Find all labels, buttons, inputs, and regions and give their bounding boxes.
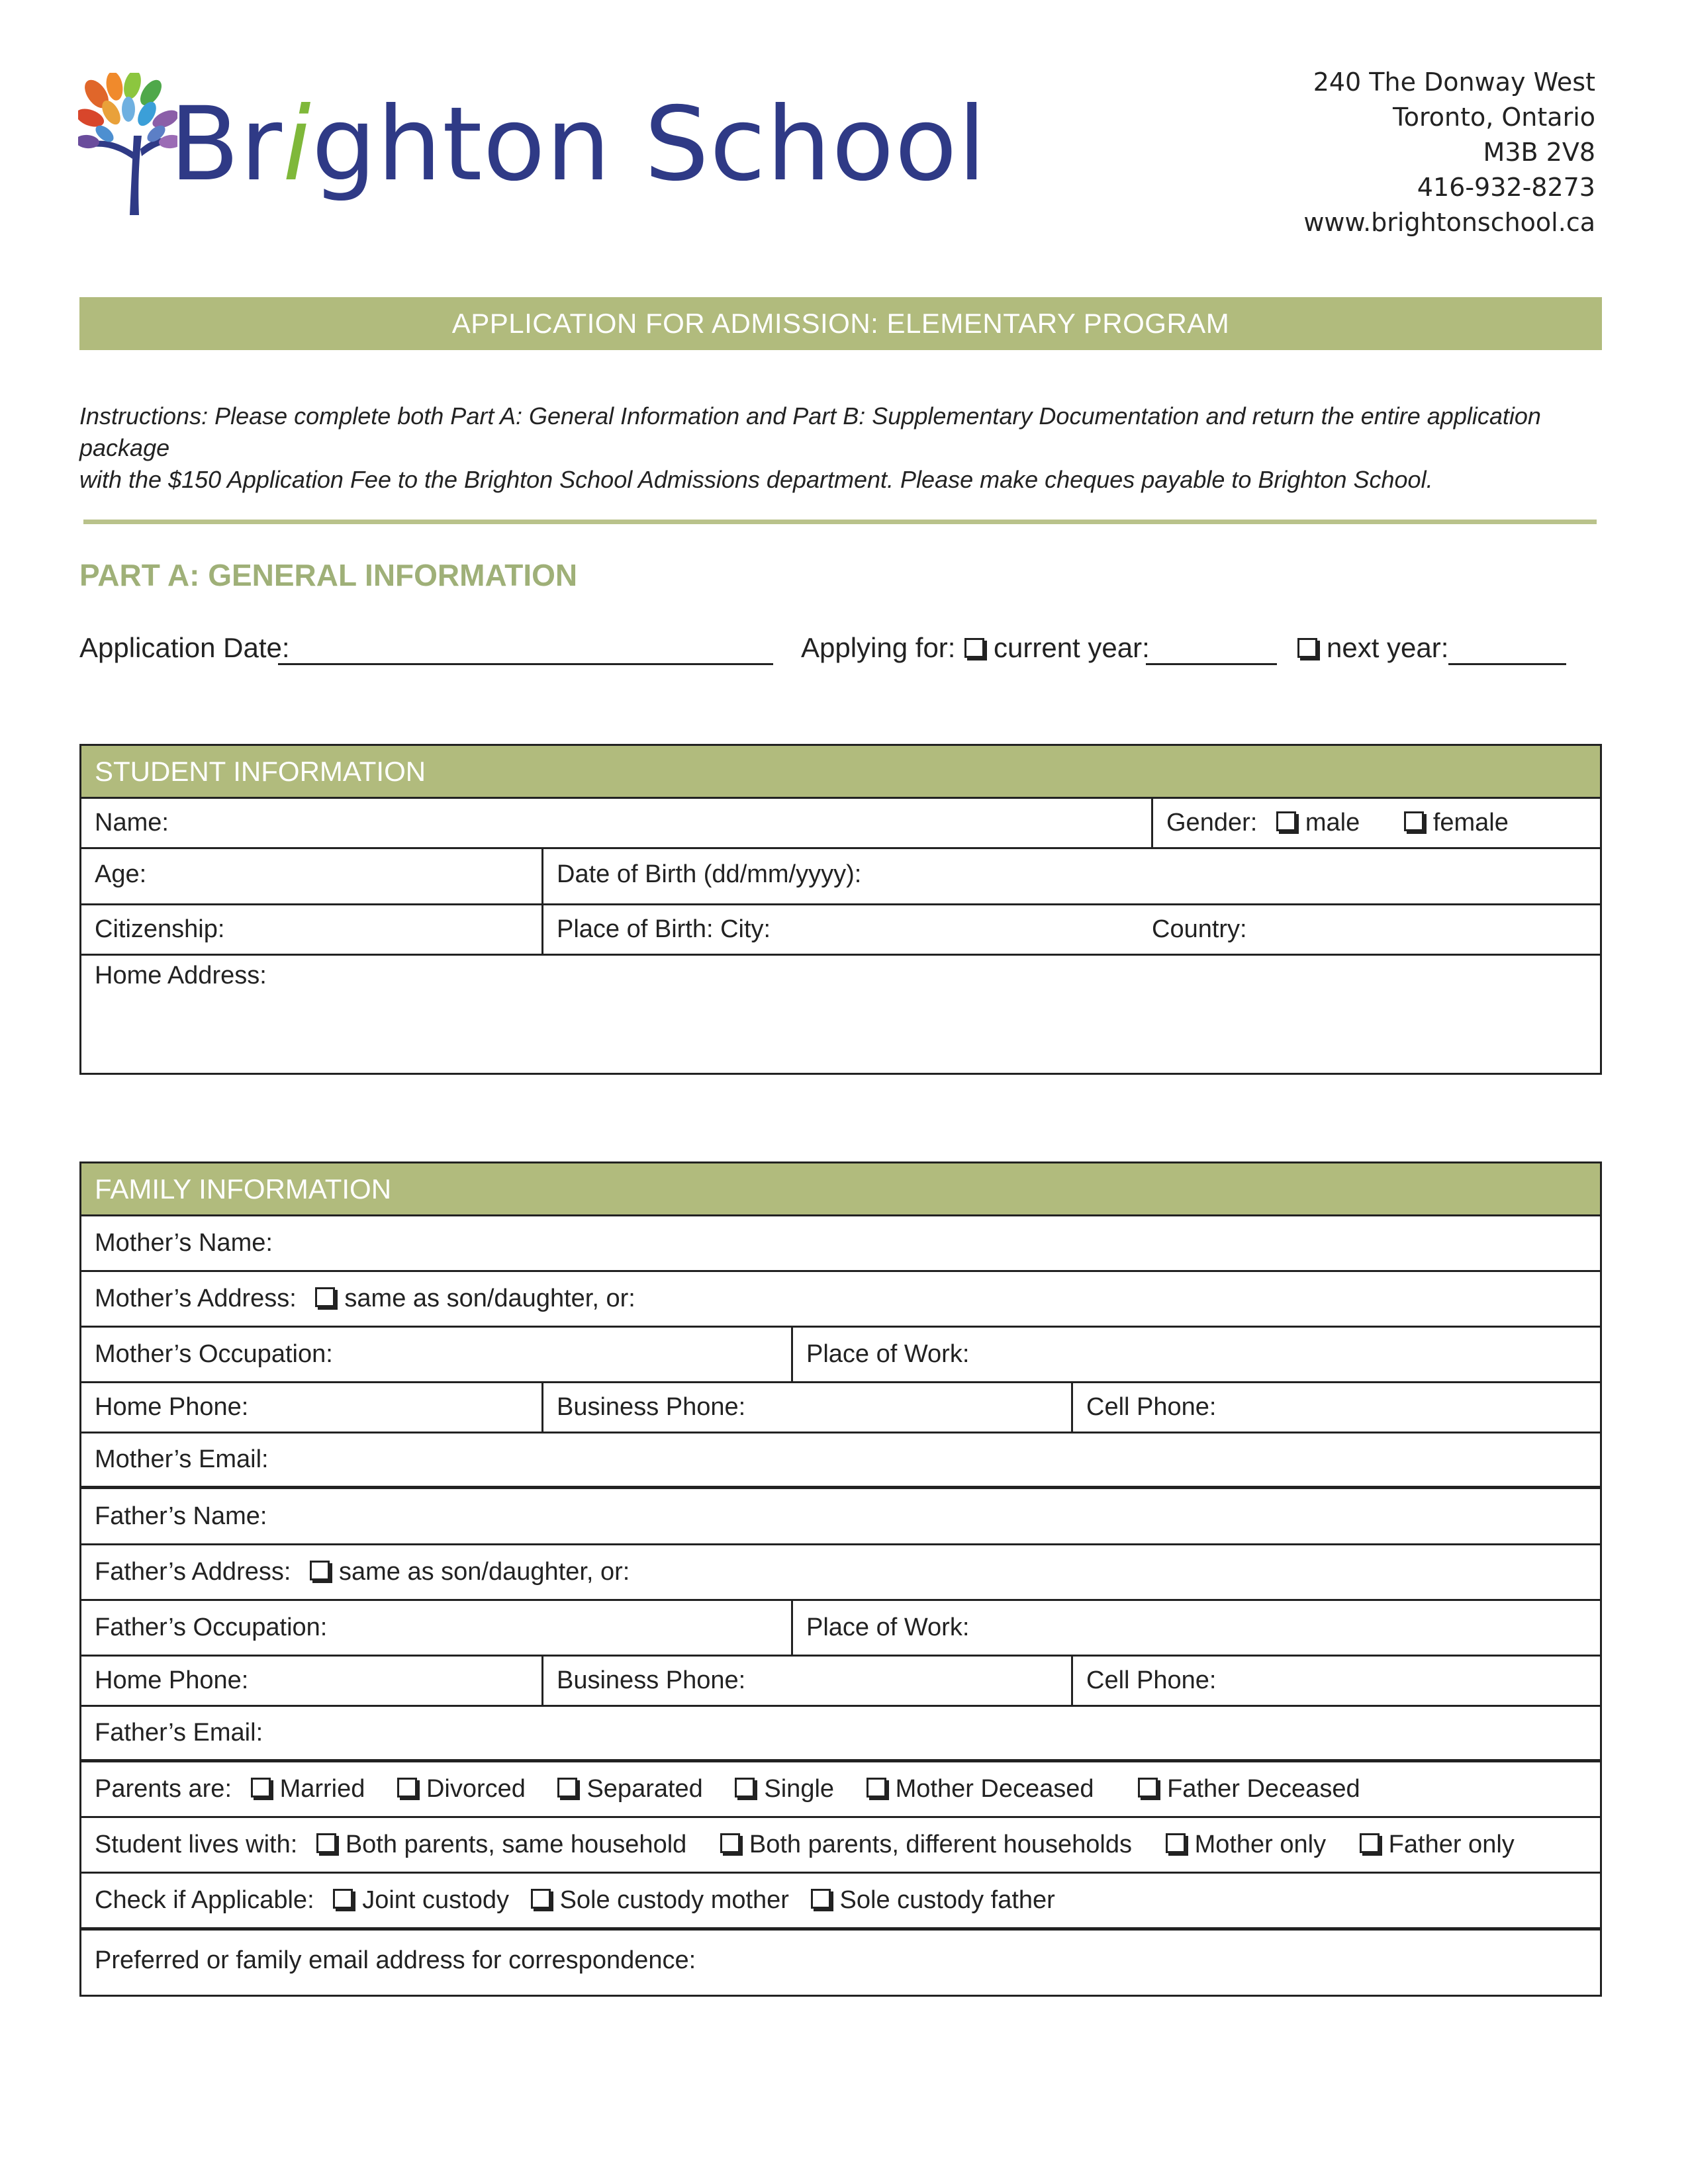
same-address-label: same as son/daughter, or:	[338, 1558, 630, 1586]
same-address-label: same as son/daughter, or:	[344, 1285, 635, 1312]
mothers-place-of-work-field[interactable]	[791, 1328, 1600, 1381]
preferred-email-field[interactable]	[81, 1931, 1600, 1995]
fathers-address-field[interactable]	[81, 1545, 1600, 1599]
sole-father-label: Sole custody father	[839, 1886, 1055, 1914]
sole-mother-label: Sole custody mother	[559, 1886, 789, 1914]
mothers-email-field[interactable]	[81, 1433, 1600, 1486]
student-information-header: STUDENT INFORMATION	[81, 746, 1600, 799]
single-checkbox[interactable]	[735, 1778, 755, 1797]
lives-with-row	[81, 1818, 1600, 1874]
student-information-table	[79, 744, 1602, 1075]
student-name-row	[81, 799, 1600, 849]
birth-country-label: Country:	[1152, 915, 1247, 943]
website-url: www.brightonschool.ca	[1303, 208, 1595, 237]
joint-custody-label: Joint custody	[362, 1886, 509, 1914]
phone-number: 416-932-8273	[1417, 173, 1595, 202]
birth-city-field[interactable]	[541, 905, 1139, 954]
mothers-occupation-row	[81, 1328, 1600, 1383]
both-different-label: Both parents, different households	[749, 1831, 1132, 1858]
mothers-phone-row	[81, 1383, 1600, 1433]
fathers-name-row	[81, 1489, 1600, 1545]
cell-phone-label: Cell Phone:	[1086, 1666, 1217, 1694]
lives-with-label: Student lives with:	[95, 1831, 298, 1858]
mothers-name-label: Mother’s Name:	[95, 1229, 273, 1257]
fathers-place-of-work-field[interactable]	[791, 1601, 1600, 1655]
dob-field[interactable]	[541, 849, 1600, 903]
citizenship-row	[81, 905, 1600, 956]
father-only-checkbox[interactable]	[1360, 1833, 1380, 1853]
citizenship-field[interactable]	[81, 905, 541, 954]
fathers-cell-phone-field[interactable]	[1071, 1657, 1600, 1705]
sole-mother-checkbox[interactable]	[531, 1889, 551, 1909]
mothers-same-address-checkbox[interactable]	[315, 1287, 335, 1307]
fathers-same-address-option	[310, 1545, 630, 1599]
separated-option	[557, 1762, 702, 1816]
mothers-home-phone-field[interactable]	[81, 1383, 541, 1432]
instructions	[79, 400, 1609, 496]
mothers-business-phone-field[interactable]	[541, 1383, 1071, 1432]
birth-city-label: Place of Birth: City:	[557, 915, 771, 943]
joint-custody-option	[333, 1874, 509, 1927]
mothers-same-address-option	[315, 1272, 635, 1326]
next-year-label: next year:	[1327, 632, 1449, 663]
female-label: female	[1432, 809, 1509, 837]
divider	[83, 520, 1597, 524]
school-address	[1303, 65, 1595, 240]
business-phone-label: Business Phone:	[557, 1393, 746, 1421]
mother-deceased-checkbox[interactable]	[867, 1778, 886, 1797]
preferred-email-label: Preferred or family email address for correspondence:	[95, 1946, 696, 1974]
home-address-row	[81, 956, 1600, 1073]
single-label: Single	[764, 1775, 835, 1803]
mother-only-checkbox[interactable]	[1166, 1833, 1186, 1853]
mother-deceased-label: Mother Deceased	[895, 1775, 1094, 1803]
school-logo	[78, 66, 987, 225]
citizenship-label: Citizenship:	[95, 915, 225, 943]
sole-father-checkbox[interactable]	[811, 1889, 831, 1909]
divorced-checkbox[interactable]	[397, 1778, 417, 1797]
place-of-work-label: Place of Work:	[806, 1340, 970, 1368]
home-address-label: Home Address:	[95, 962, 267, 989]
check-applicable-label: Check if Applicable:	[95, 1886, 314, 1914]
fathers-name-label: Father’s Name:	[95, 1502, 267, 1530]
fathers-business-phone-field[interactable]	[541, 1657, 1071, 1705]
both-different-checkbox[interactable]	[720, 1833, 740, 1853]
next-year-field[interactable]	[1448, 663, 1566, 665]
current-year-field[interactable]	[1146, 663, 1277, 665]
parents-status-row	[81, 1762, 1600, 1818]
father-only-option	[1360, 1818, 1515, 1872]
instructions-line: with the $150 Application Fee to the Brighton School Admissions department. Please make cheques payable to Brighton School.	[79, 466, 1433, 493]
business-phone-label: Business Phone:	[557, 1666, 746, 1694]
custody-field	[81, 1874, 1600, 1927]
fathers-occupation-field[interactable]	[81, 1601, 791, 1655]
age-dob-row	[81, 849, 1600, 905]
fathers-address-label: Father’s Address:	[95, 1558, 291, 1586]
mothers-occupation-label: Mother’s Occupation:	[95, 1340, 333, 1368]
fathers-email-label: Father’s Email:	[95, 1719, 263, 1747]
fathers-email-field[interactable]	[81, 1707, 1600, 1759]
divorced-option	[397, 1762, 526, 1816]
fathers-home-phone-field[interactable]	[81, 1657, 541, 1705]
mothers-occupation-field[interactable]	[81, 1328, 791, 1381]
fathers-phone-row	[81, 1657, 1600, 1707]
next-year-checkbox[interactable]	[1297, 638, 1317, 658]
instructions-line: Instructions: Please complete both Part A: General Information and Part B: Supplementary Documentation and return the entire application package	[79, 402, 1541, 461]
fathers-email-row	[81, 1707, 1600, 1762]
current-year-checkbox[interactable]	[964, 638, 984, 658]
student-name-field[interactable]	[81, 799, 1151, 847]
custody-row	[81, 1874, 1600, 1931]
male-label: male	[1305, 809, 1360, 837]
mothers-email-row	[81, 1433, 1600, 1489]
fathers-name-field[interactable]	[81, 1489, 1600, 1543]
address-line: Toronto, Ontario	[1392, 103, 1595, 132]
joint-custody-checkbox[interactable]	[333, 1889, 353, 1909]
tree-logo-icon	[78, 73, 177, 215]
application-date-row	[79, 632, 1615, 672]
family-information-header: FAMILY INFORMATION	[81, 1163, 1600, 1216]
current-year-label: current year:	[994, 632, 1150, 663]
parents-are-label: Parents are:	[95, 1775, 232, 1803]
both-different-option	[720, 1818, 1132, 1872]
address-line: 240 The Donway West	[1313, 68, 1595, 97]
home-phone-label: Home Phone:	[95, 1393, 249, 1421]
gender-male-option	[1276, 799, 1360, 847]
single-option	[735, 1762, 834, 1816]
male-checkbox[interactable]	[1276, 811, 1296, 831]
fathers-address-row	[81, 1545, 1600, 1601]
sole-father-option	[811, 1874, 1055, 1927]
dob-label: Date of Birth (dd/mm/yyyy):	[557, 860, 862, 888]
both-same-option	[316, 1818, 686, 1872]
mothers-address-row	[81, 1272, 1600, 1328]
father-deceased-option	[1138, 1762, 1360, 1816]
student-name-label: Name:	[95, 809, 169, 837]
family-information-table	[79, 1161, 1602, 1997]
mothers-name-field[interactable]	[81, 1216, 1600, 1270]
mothers-email-label: Mother’s Email:	[95, 1445, 269, 1473]
separated-label: Separated	[586, 1775, 703, 1803]
current-year-option	[964, 632, 1150, 664]
female-checkbox[interactable]	[1404, 811, 1424, 831]
mother-only-option	[1166, 1818, 1327, 1872]
preferred-email-row	[81, 1931, 1600, 1995]
lives-with-field	[81, 1818, 1600, 1872]
cell-phone-label: Cell Phone:	[1086, 1393, 1217, 1421]
sole-mother-option	[531, 1874, 789, 1927]
section-title: PART A: GENERAL INFORMATION	[79, 558, 578, 592]
fathers-occupation-label: Father’s Occupation:	[95, 1614, 328, 1641]
parents-status-field	[81, 1762, 1600, 1816]
gender-female-option	[1404, 799, 1509, 847]
age-field[interactable]	[81, 849, 541, 903]
mothers-address-field[interactable]	[81, 1272, 1600, 1326]
gender-label: Gender:	[1166, 809, 1258, 837]
applying-for-label: Applying for:	[801, 632, 956, 663]
married-label: Married	[279, 1775, 365, 1803]
application-date-field[interactable]	[278, 663, 773, 665]
application-date-label: Application Date:	[79, 632, 290, 663]
fathers-same-address-checkbox[interactable]	[310, 1561, 330, 1580]
father-deceased-label: Father Deceased	[1167, 1775, 1360, 1803]
place-of-work-label: Place of Work:	[806, 1614, 970, 1641]
married-option	[251, 1762, 365, 1816]
both-same-checkbox[interactable]	[316, 1833, 336, 1853]
logo-wordmark: Brighton School	[169, 85, 987, 204]
mothers-address-label: Mother’s Address:	[95, 1285, 297, 1312]
gender-field	[1151, 799, 1600, 847]
divorced-label: Divorced	[426, 1775, 526, 1803]
both-same-label: Both parents, same household	[345, 1831, 687, 1858]
married-checkbox[interactable]	[251, 1778, 271, 1797]
father-only-label: Father only	[1388, 1831, 1515, 1858]
mother-deceased-option	[867, 1762, 1094, 1816]
home-phone-label: Home Phone:	[95, 1666, 249, 1694]
father-deceased-checkbox[interactable]	[1138, 1778, 1158, 1797]
form-title-banner: APPLICATION FOR ADMISSION: ELEMENTARY PROGRAM	[79, 297, 1602, 350]
mothers-cell-phone-field[interactable]	[1071, 1383, 1600, 1432]
birth-country-field[interactable]	[1139, 905, 1600, 954]
age-label: Age:	[95, 860, 147, 888]
home-address-field[interactable]	[81, 956, 1600, 1073]
mother-only-label: Mother only	[1194, 1831, 1327, 1858]
next-year-option	[1297, 632, 1448, 664]
separated-checkbox[interactable]	[557, 1778, 577, 1797]
address-line: M3B 2V8	[1483, 138, 1595, 167]
mothers-name-row	[81, 1216, 1600, 1272]
fathers-occupation-row	[81, 1601, 1600, 1657]
